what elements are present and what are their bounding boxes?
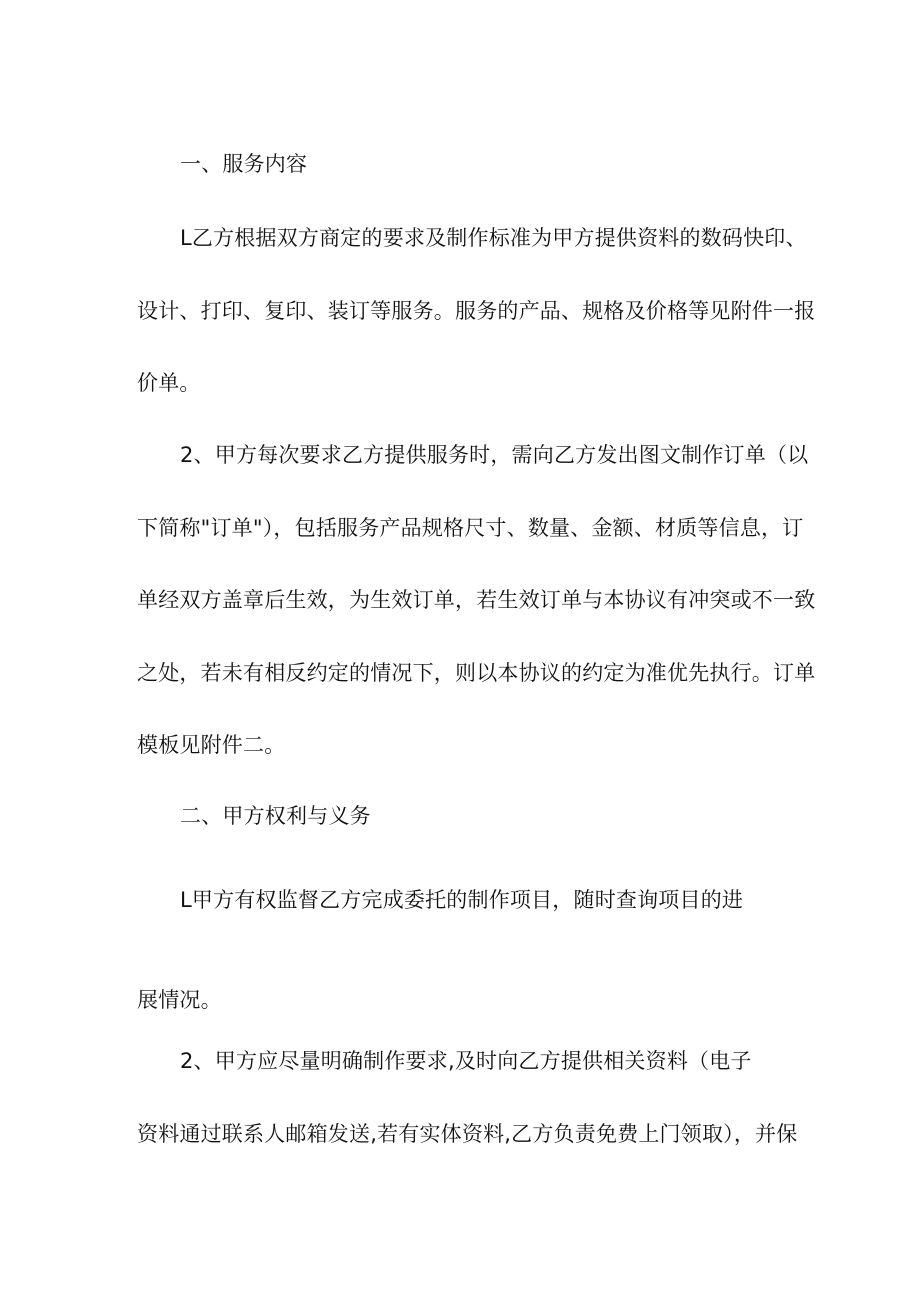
paragraph-line: 展情况。 xyxy=(137,988,222,1012)
paragraph-line: 2、甲方每次要求乙方提供服务时，需向乙方发出图文制作订单（以 xyxy=(180,443,809,467)
paragraph-line: 之处，若未有相反约定的情况下，则以本协议的约定为准优先执行。订单 xyxy=(137,661,816,685)
paragraph-line: L乙方根据双方商定的要求及制作标准为甲方提供资料的数码快印、 xyxy=(180,226,807,250)
section-heading-party-a-rights: 二、甲方权利与义务 xyxy=(180,804,371,828)
paragraph-line: 价单。 xyxy=(137,371,201,395)
paragraph-line: 下简称"订单"），包括服务产品规格尺寸、数量、金额、材质等信息，订 xyxy=(137,516,804,540)
section-heading-service-content: 一、服务内容 xyxy=(180,152,308,176)
paragraph-line: 资料通过联系人邮箱发送,若有实体资料,乙方负责免费上门领取），并保 xyxy=(137,1122,798,1146)
paragraph-line: 模板见附件二。 xyxy=(137,733,286,757)
paragraph-line: 2、甲方应尽量明确制作要求,及时向乙方提供相关资料（电子 xyxy=(180,1049,752,1073)
paragraph-line: 设计、打印、复印、装订等服务。服务的产品、规格及价格等见附件一报 xyxy=(137,299,816,323)
paragraph-line: 单经双方盖章后生效，为生效订单，若生效订单与本协议有冲突或不一致 xyxy=(137,588,816,612)
paragraph-line: L甲方有权监督乙方完成委托的制作项目，随时查询项目的进 xyxy=(180,888,744,912)
